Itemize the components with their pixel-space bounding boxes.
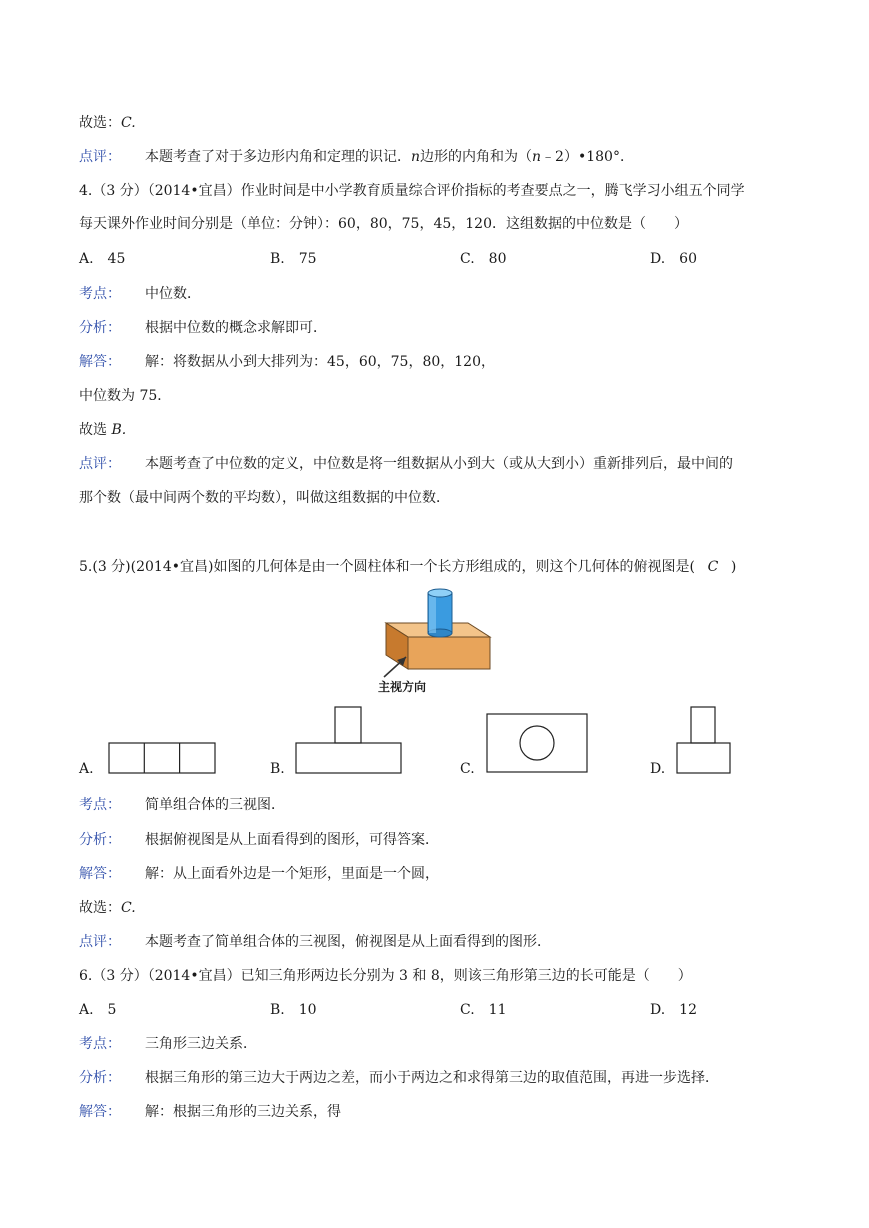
q6-fenxi [79, 1069, 719, 1087]
q5-jieda [79, 865, 439, 883]
q6-option-d: D. 12 [650, 1002, 697, 1018]
jieda-text: 解：从上面看外边是一个矩形，里面是一个圆， [145, 866, 439, 882]
answer-prefix: 故选 [79, 422, 112, 438]
q6-option-b: B. 10 [270, 1002, 317, 1018]
q5-stem-answer: C [707, 559, 719, 575]
q4-option-c: C. 80 [460, 251, 507, 267]
q5-option-a-label: A. [79, 761, 94, 777]
q4-fenxi [79, 319, 327, 337]
answer-prefix: 故选： [79, 900, 121, 916]
q6-jieda [79, 1103, 341, 1121]
fenxi-text: 根据俯视图是从上面看得到的图形，可得答案． [145, 832, 439, 848]
jieda-tag: 解答： [79, 1104, 121, 1120]
q5-option-d-label: D. [650, 761, 666, 777]
q4-option-b: B. 75 [270, 251, 317, 267]
review-text: 本题考查了对于多边形内角和定理的识记． [145, 149, 411, 165]
q4-answer [79, 421, 126, 439]
kaodian-text: 中位数． [145, 286, 201, 302]
q4-stem-line2: 每天课外作业时间分别是（单位：分钟）：60，80，75，45，120．这组数据的中位数是（ ） [79, 216, 688, 232]
q6-option-c: C. 11 [460, 1002, 507, 1018]
q5-answer [79, 899, 136, 917]
q5-option-b-figure [295, 706, 403, 774]
answer-letter: C. [121, 115, 136, 131]
jieda-tag: 解答： [79, 866, 121, 882]
q5-fenxi [79, 831, 439, 849]
q5-stem [79, 558, 736, 576]
q4-stem-line1: 4.（3 分）（2014•宜昌）作业时间是中小学教育质量综合评价指标的考查要点之一，腾飞学习小组五个同学 [79, 183, 745, 199]
q5-option-a-figure [108, 742, 218, 774]
q3-answer [79, 114, 136, 132]
answer-letter: C. [121, 900, 136, 916]
answer-prefix: 故选： [79, 115, 121, 131]
q4-kaodian [79, 285, 201, 303]
review-text: 边形的内角和为（ [420, 149, 533, 165]
fenxi-tag: 分析： [79, 832, 121, 848]
q6-kaodian [79, 1035, 257, 1053]
kaodian-text: 简单组合体的三视图． [145, 797, 285, 813]
fenxi-text: 根据中位数的概念求解即可． [145, 320, 327, 336]
review-text: 本题考查了简单组合体的三视图，俯视图是从上面看得到的图形． [145, 934, 551, 950]
q4-review-line1 [79, 455, 733, 473]
kaodian-tag: 考点： [79, 286, 121, 302]
kaodian-text: 三角形三边关系． [145, 1036, 257, 1052]
fenxi-text: 根据三角形的第三边大于两边之差，而小于两边之和求得第三边的取值范围，再进一步选择． [145, 1070, 719, 1086]
review-text: ﹣2）•180°． [541, 149, 634, 165]
q5-kaodian [79, 796, 285, 814]
jieda-text: 解：根据三角形的三边关系，得 [145, 1104, 341, 1120]
answer-letter: B. [111, 422, 127, 438]
q4-option-d: D. 60 [650, 251, 697, 267]
q4-option-a: A. 45 [79, 251, 126, 267]
review-tag: 点评： [79, 934, 121, 950]
review-var: n [411, 149, 421, 165]
q5-review [79, 933, 551, 951]
q5-stem-close: ) [730, 559, 737, 575]
q5-option-c-label: C. [460, 761, 475, 777]
q4-jieda [79, 353, 495, 371]
review-text: 本题考查了中位数的定义，中位数是将一组数据从小到大（或从大到小）重新排列后，最中间的 [145, 456, 733, 472]
fenxi-tag: 分析： [79, 320, 121, 336]
q4-review-line2: 那个数（最中间两个数的平均数），叫做这组数据的中位数． [79, 490, 450, 506]
review-var: n [532, 149, 542, 165]
jieda-tag: 解答： [79, 354, 121, 370]
kaodian-tag: 考点： [79, 1036, 121, 1052]
q6-stem: 6.（3 分）（2014•宜昌）已知三角形两边长分别为 3 和 8，则该三角形第三边的长可能是（ ） [79, 968, 692, 984]
q3-review [79, 148, 634, 166]
kaodian-tag: 考点： [79, 797, 121, 813]
jieda-text: 解：将数据从小到大排列为：45，60，75，80，120， [145, 354, 495, 370]
review-tag: 点评： [79, 456, 121, 472]
q5-figure-caption: 主视方向 [378, 680, 427, 694]
q5-option-c-figure [486, 713, 589, 774]
q6-option-a: A. 5 [79, 1002, 117, 1018]
q4-median-line: 中位数为 75． [79, 388, 172, 404]
q5-option-d-figure [676, 706, 732, 774]
review-tag: 点评： [79, 149, 121, 165]
fenxi-tag: 分析： [79, 1070, 121, 1086]
q5-stem-text: 5.(3 分)(2014•宜昌)如图的几何体是由一个圆柱体和一个长方形组成的，则这个几何体的俯视图是( [79, 559, 695, 575]
q5-option-b-label: B. [270, 761, 285, 777]
